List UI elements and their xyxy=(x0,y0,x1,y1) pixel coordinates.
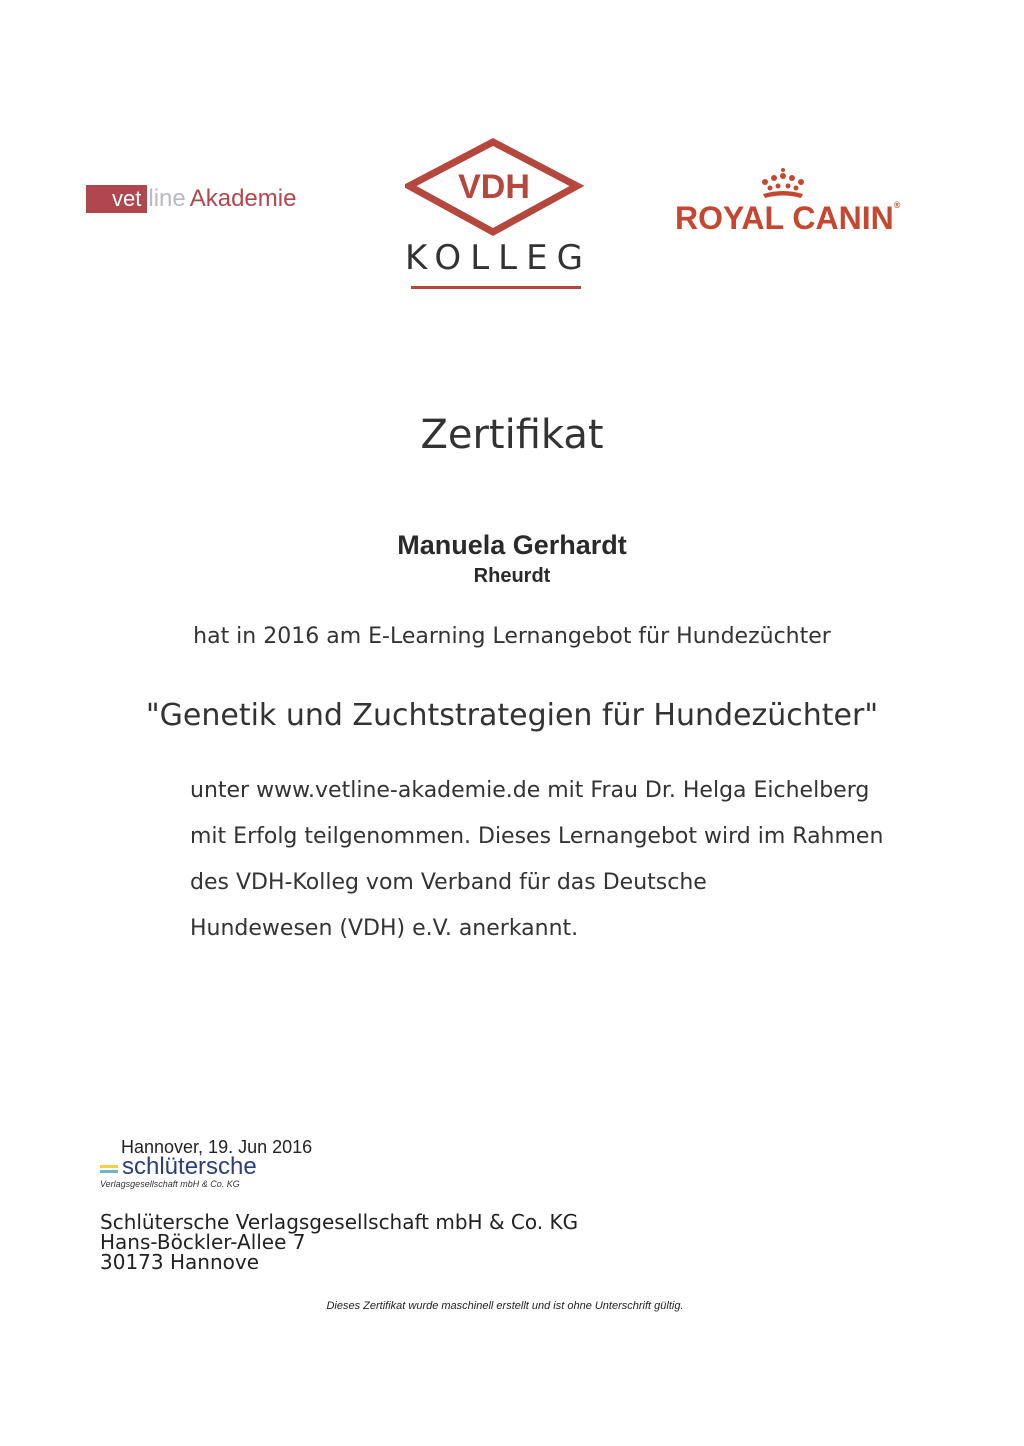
schluetersche-subtitle: Verlagsgesellschaft mbH & Co. KG xyxy=(100,1179,240,1189)
body-line: unter www.vetline-akademie.de mit Frau Dr. Helga Eichelberg xyxy=(190,778,870,803)
vdh-mark-text: VDH xyxy=(458,168,530,206)
vdh-kolleg-logo xyxy=(405,138,592,298)
certificate-body xyxy=(190,768,950,952)
place-date: Hannover, 19. Jun 2016 xyxy=(121,1137,313,1157)
crown-icon xyxy=(753,168,813,202)
vdh-diamond-icon xyxy=(405,138,585,238)
body-line: des VDH-Kolleg vom Verband für das Deutsche xyxy=(190,870,707,895)
certificate-intro: hat in 2016 am E-Learning Lernangebot für Hundezüchter xyxy=(193,624,831,649)
vetline-akademie-logo xyxy=(86,185,296,213)
vetline-logo-line: line xyxy=(148,185,186,212)
royal-canin-name xyxy=(675,200,900,237)
schluetersche-bars-icon xyxy=(100,1165,118,1175)
address-line: 30173 Hannove xyxy=(100,1250,260,1274)
publisher-address xyxy=(100,1212,578,1272)
address-line: Hans-Böckler-Allee 7 xyxy=(100,1230,306,1254)
vdh-kolleg-underline xyxy=(411,286,581,289)
royal-canin-text: ROYAL CANIN xyxy=(675,200,894,236)
course-title: "Genetik und Zuchtstrategien für Hundezüchter" xyxy=(145,698,879,733)
vdh-kolleg-text: KOLLEG xyxy=(405,238,592,278)
registered-mark: ® xyxy=(893,200,901,210)
body-line: Hundewesen (VDH) e.V. anerkannt. xyxy=(190,916,579,941)
address-line: Schlütersche Verlagsgesellschaft mbH & Co. KG xyxy=(100,1210,579,1234)
vetline-logo-vet: vet xyxy=(86,185,147,213)
body-line: mit Erfolg teilgenommen. Dieses Lernangebot wird im Rahmen xyxy=(190,824,884,849)
recipient-name: Manuela Gerhardt xyxy=(397,530,627,560)
certificate-title: Zertifikat xyxy=(420,412,604,458)
recipient-city: Rheurdt xyxy=(473,565,551,587)
schluetersche-name: schlütersche xyxy=(122,1153,257,1180)
validity-footnote: Dieses Zertifikat wurde maschinell erstellt und ist ohne Unterschrift gültig. xyxy=(326,1300,684,1312)
vetline-logo-akademie: Akademie xyxy=(189,185,297,212)
royal-canin-logo xyxy=(675,168,910,238)
